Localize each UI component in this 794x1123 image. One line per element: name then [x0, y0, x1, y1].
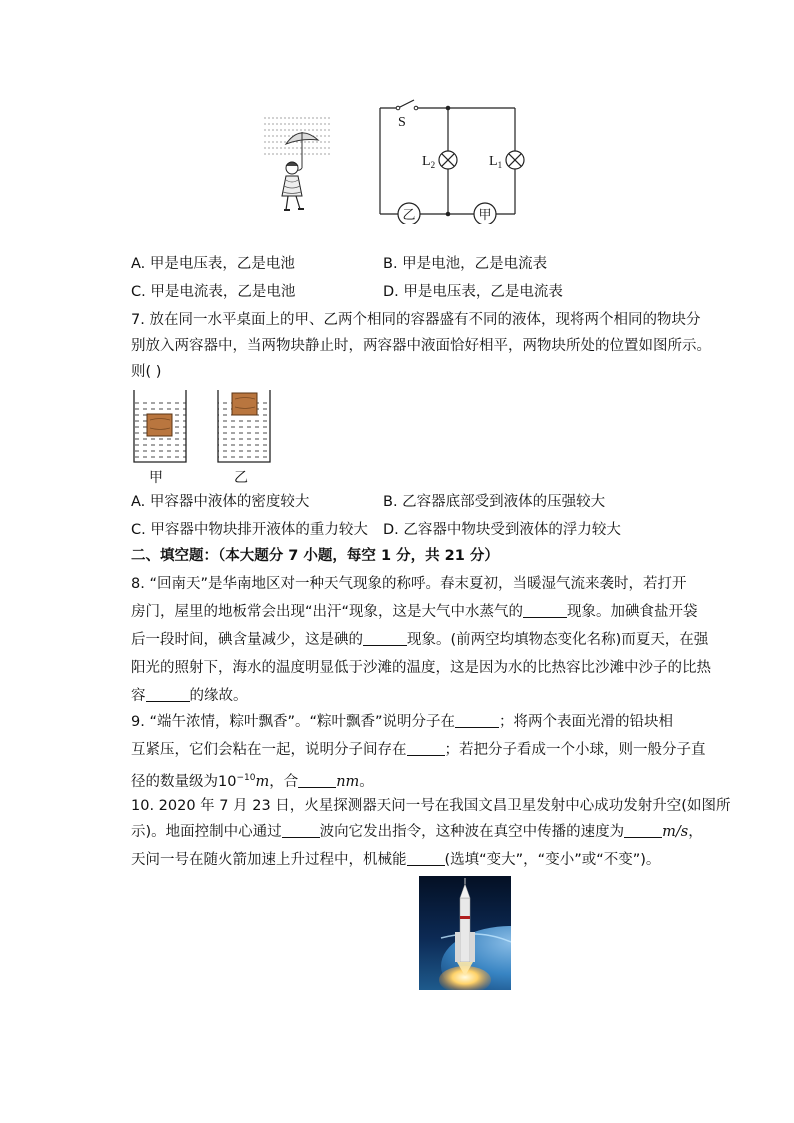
rocket-launch-image: [419, 876, 511, 990]
q10-line-3: 天问一号在随火箭加速上升过程中，机械能 (选填“变大”，“变小”或“不变”)。: [131, 852, 661, 868]
q7-line-3: 则( ): [131, 364, 162, 380]
q9-line-2: 互紧压，它们会粘在一起，说明分子间存在 ；若把分子看成一个小球，则一般分子直: [131, 742, 706, 758]
container-jia-label: 甲: [149, 471, 163, 486]
q7-option-a: A. 甲容器中液体的密度较大: [131, 494, 310, 510]
container-yi-label: 乙: [234, 471, 248, 486]
q8-blank-3[interactable]: [146, 687, 190, 702]
q8-line-5: 容 的缘故。: [131, 688, 248, 704]
q9-blank-2[interactable]: [407, 741, 445, 756]
q6-option-b: B. 甲是电池，乙是电流表: [383, 256, 548, 272]
switch-label: S: [398, 115, 406, 130]
q9-blank-3[interactable]: [298, 773, 336, 788]
q10-line-1: 10. 2020 年 7 月 23 日，火星探测器天问一号在我国文昌卫星发射中心成功发射升空(如图所: [131, 798, 731, 814]
q7-line-1: 7. 放在同一水平桌面上的甲、乙两个相同的容器盛有不同的液体，现将两个相同的物块分: [131, 312, 701, 328]
q7-option-d: D. 乙容器中物块受到液体的浮力较大: [383, 522, 621, 538]
lamp2-label: L: [422, 154, 431, 169]
svg-text:L2: $L_2$: [422, 154, 436, 170]
q10-blank-3[interactable]: [407, 851, 445, 866]
q10-blank-2[interactable]: [624, 823, 662, 838]
svg-text:L1: $L_1$: [489, 154, 503, 170]
q7-line-2: 别放入两容器中，当两物块静止时，两容器中液面恰好相平，两物块所处的位置如图所示。: [131, 338, 711, 354]
q8-line-4: 阳光的照射下，海水的温度明显低于沙滩的温度，这是因为水的比热容比沙滩中沙子的比热: [131, 660, 711, 676]
meter-right-label: 甲: [478, 207, 492, 222]
q6-option-a: A. 甲是电压表，乙是电池: [131, 256, 295, 272]
girl-umbrella-figure: [262, 110, 334, 218]
q9-blank-1[interactable]: [455, 713, 499, 728]
q8-blank-1[interactable]: [523, 603, 567, 618]
q9-line-1: 9. “端午浓情，粽叶飘香”。“粽叶飘香”说明分子在 ；将两个表面光滑的铅块相: [131, 714, 673, 730]
meter-left-label: 乙: [402, 207, 416, 222]
q8-line-1: 8. “回南天”是华南地区对一种天气现象的称呼。春末夏初，当暖湿气流来袭时，若打开: [131, 576, 687, 592]
q8-line-2: 房门，屋里的地板常会出现“出汗“现象，这是大气中水蒸气的 现象。加碘食盐开袋: [131, 604, 698, 620]
circuit-diagram: [370, 98, 530, 224]
q7-option-b: B. 乙容器底部受到液体的压强较大: [383, 494, 606, 510]
q6-option-c: C. 甲是电流表，乙是电池: [131, 284, 296, 300]
section-2-title: 二、填空题：（本大题分 7 小题，每空 1 分，共 21 分）: [131, 548, 499, 564]
q10-blank-1[interactable]: [282, 823, 320, 838]
q9-line-3: 径的数量级为$10^{-10}m$，合 nm。: [131, 773, 374, 790]
q7-option-c: C. 甲容器中物块排开液体的重力较大: [131, 522, 368, 538]
q8-blank-2[interactable]: [363, 631, 407, 646]
q10-line-2: 示)。地面控制中心通过 波向它发出指令，这种波在真空中传播的速度为 m/s，: [131, 824, 703, 840]
containers-figure: [126, 388, 276, 490]
q6-option-d: D. 甲是电压表，乙是电流表: [383, 284, 563, 300]
lamp1-label: L: [489, 154, 498, 169]
q8-line-3: 后一段时间，碘含量减少，这是碘的 现象。(前两空均填物态变化名称)而夏天，在强: [131, 632, 709, 648]
